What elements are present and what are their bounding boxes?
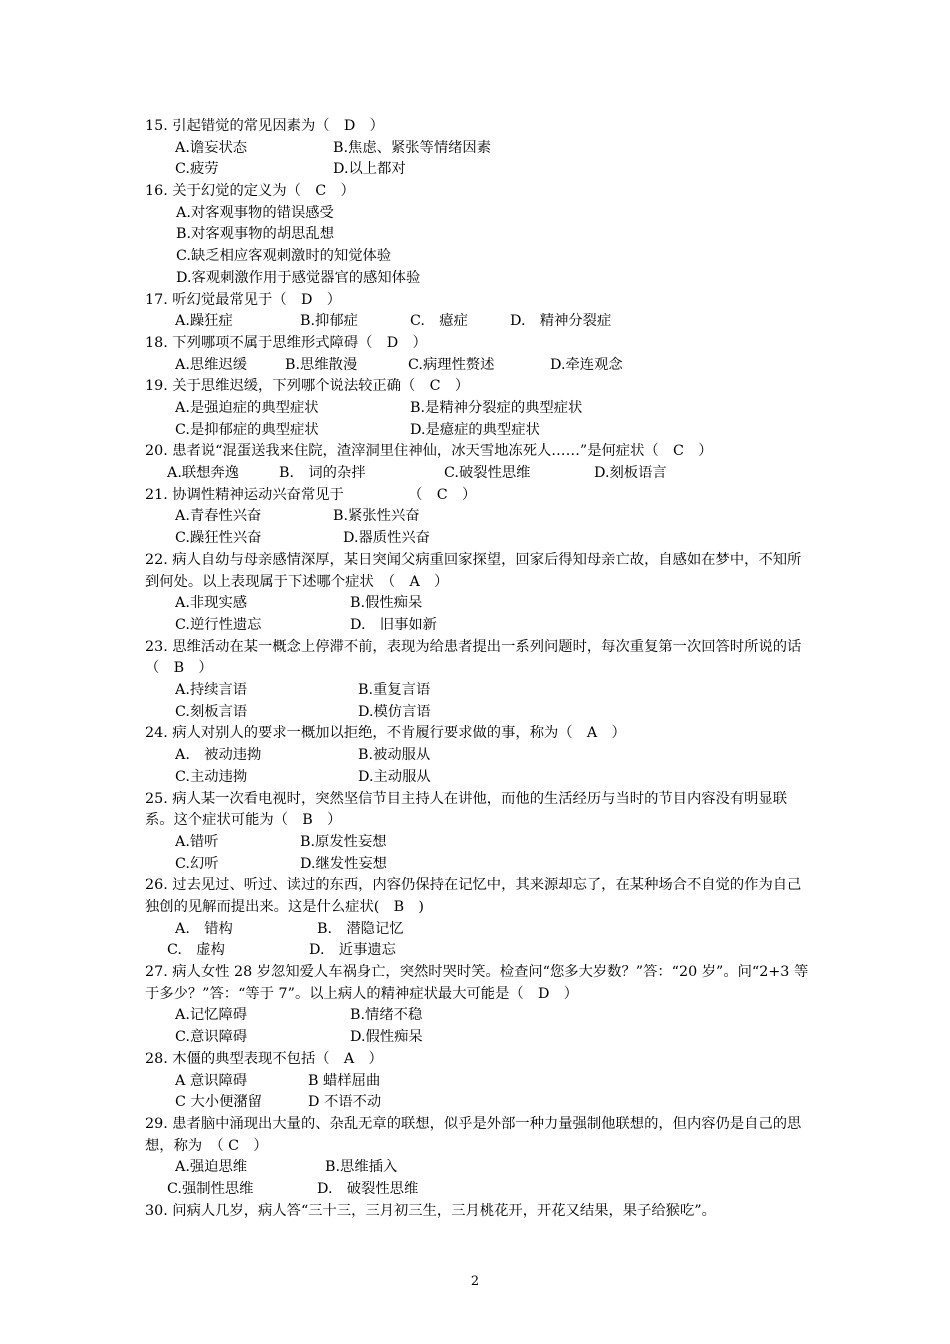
answer-option: B 蜡样屈曲 — [308, 1072, 381, 1089]
question-stem: 30. 问病人几岁，病人答“三十三，三月初三生，三月桃花开，开花又结果，果子给猴吃”。 — [145, 1202, 716, 1219]
answer-options — [145, 506, 810, 549]
answer-option: D. 旧事如新 — [350, 616, 437, 633]
answer-option: D.器质性兴奋 — [343, 530, 430, 547]
question-stem: 26. 过去见过、听过、读过的东西，内容仍保持在记忆中，其来源却忘了，在某种场合不自觉的作为自己独创的见解而提出来。这是什么症状( B ) — [145, 877, 802, 915]
option-row — [145, 246, 810, 268]
answer-option: D.主动服从 — [358, 768, 431, 785]
option-row — [145, 203, 810, 225]
option-row — [145, 680, 810, 702]
option-row — [145, 528, 810, 550]
answer-option: D.刻板语言 — [594, 465, 667, 482]
answer-options — [145, 745, 810, 788]
page-number: 2 — [470, 1274, 480, 1289]
option-row — [145, 420, 810, 442]
answer-option: C.逆行性遗忘 — [175, 616, 262, 633]
answer-option: C 大小便潴留 — [175, 1094, 262, 1111]
question-stem: 24. 病人对别人的要求一概加以拒绝，不肯履行要求做的事，称为（ A ） — [145, 725, 626, 742]
answer-option: C.刻板言语 — [175, 703, 248, 720]
question-item — [145, 333, 810, 376]
question-stem: 18. 下列哪项不属于思维形式障碍（ D ） — [145, 334, 427, 351]
question-item — [145, 723, 810, 788]
answer-options — [145, 593, 810, 636]
answer-options — [145, 832, 810, 875]
answer-option: C.躁狂性兴奋 — [175, 530, 262, 547]
answer-option: A 意识障碍 — [175, 1072, 248, 1089]
answer-option: D.是癔症的典型症状 — [410, 421, 540, 438]
answer-option: A.联想奔逸 — [167, 465, 240, 482]
answer-options — [145, 398, 810, 441]
question-stem: 16. 关于幻觉的定义为（ C ） — [145, 183, 355, 200]
question-stem: 21. 协调性精神运动兴奋常见于 （ C ） — [145, 486, 477, 503]
question-stem: 27. 病人女性 28 岁忽知爱人车祸身亡，突然时哭时笑。检查问“您多大岁数？”答：“20 岁”。问“2+3 等于多少？”答：“等于 7”。以上病人的精神症状最大可能是（ D ） — [145, 964, 809, 1002]
answer-option: C.破裂性思维 — [444, 465, 531, 482]
answer-option: B.原发性妄想 — [300, 833, 387, 850]
answer-option: C.主动违拗 — [175, 768, 248, 785]
option-row — [145, 745, 810, 767]
question-stem: 20. 患者说“混蛋送我来住院，渣滓洞里住神仙，冰天雪地冻死人……”是何症状（ C ） — [145, 443, 713, 460]
option-row — [145, 767, 810, 789]
answer-option: C. 癔症 — [410, 313, 468, 330]
answer-option: A.对客观事物的错误感受 — [176, 204, 334, 221]
answer-option: A.青春性兴奋 — [175, 508, 262, 525]
answer-option: A.持续言语 — [175, 682, 248, 699]
question-stem: 28. 木僵的典型表现不包括（ A ） — [145, 1050, 383, 1067]
answer-option: D 不语不动 — [308, 1094, 382, 1111]
question-item — [145, 789, 810, 876]
option-row — [145, 224, 810, 246]
answer-options — [145, 1071, 810, 1114]
answer-option: D.假性痴呆 — [350, 1029, 423, 1046]
answer-option: D.以上都对 — [333, 161, 406, 178]
answer-option: C.意识障碍 — [175, 1029, 248, 1046]
answer-option: D.继发性妄想 — [300, 855, 387, 872]
answer-option: A.非现实感 — [175, 595, 248, 612]
answer-option: A. 被动违拗 — [175, 747, 262, 764]
option-row — [145, 506, 810, 528]
option-row — [145, 1027, 810, 1049]
answer-option: A.谵妄状态 — [175, 139, 248, 156]
answer-option: C.病理性赘述 — [408, 356, 495, 373]
answer-option: B.思维插入 — [325, 1159, 398, 1176]
answer-option: B. 潜隐记忆 — [317, 920, 404, 937]
question-stem: 25. 病人某一次看电视时，突然坚信节目主持人在讲他，而他的生活经历与当时的节目内容没有明显联系。这个症状可能为（ B ） — [145, 790, 788, 829]
answer-option: A. 错构 — [175, 920, 233, 937]
question-item — [145, 962, 810, 1049]
question-item — [145, 181, 810, 289]
option-row — [145, 159, 810, 181]
answer-option: D.客观刺激作用于感觉器官的感知体验 — [176, 269, 421, 286]
option-row — [145, 355, 810, 377]
question-item — [145, 550, 810, 637]
answer-option: B.重复言语 — [358, 682, 431, 699]
question-list — [145, 116, 810, 1222]
option-row — [145, 1179, 810, 1201]
answer-option: D. 近事遗忘 — [309, 942, 396, 959]
option-row — [145, 1071, 810, 1093]
question-item — [145, 637, 810, 724]
answer-option: B. 词的杂拌 — [279, 465, 366, 482]
question-item — [145, 485, 810, 550]
option-row — [145, 1092, 810, 1114]
question-stem: 22. 病人自幼与母亲感情深厚，某日突闻父病重回家探望，回家后得知母亲亡故，自感如在梦中，不知所到何处。以上表现属于下述哪个症状 （ A ） — [145, 551, 802, 590]
answer-option: C.是抑郁症的典型症状 — [175, 421, 319, 438]
answer-options — [145, 1157, 810, 1200]
answer-option: B.焦虑、紧张等情绪因素 — [333, 139, 492, 156]
answer-option: C.强制性思维 — [167, 1181, 254, 1198]
question-item — [145, 1049, 810, 1114]
option-row — [145, 919, 810, 941]
answer-option: A.记忆障碍 — [175, 1007, 248, 1024]
option-row — [145, 854, 810, 876]
answer-option: C. 虚构 — [167, 942, 225, 959]
answer-options — [145, 919, 810, 962]
option-row — [145, 463, 810, 485]
option-row — [145, 702, 810, 724]
answer-options — [145, 1005, 810, 1048]
answer-option: D. 精神分裂症 — [510, 313, 612, 330]
answer-option: B.紧张性兴奋 — [333, 508, 420, 525]
option-row — [145, 832, 810, 854]
answer-option: B.情绪不稳 — [350, 1007, 423, 1024]
question-stem: 17. 听幻觉最常见于（ D ） — [145, 291, 342, 308]
answer-option: A.躁狂症 — [175, 313, 233, 330]
question-item — [145, 376, 810, 441]
answer-option: A.是强迫症的典型症状 — [175, 400, 319, 417]
answer-options — [145, 203, 810, 290]
option-row — [145, 1157, 810, 1179]
answer-option: A.思维迟缓 — [175, 356, 248, 373]
option-row — [145, 398, 810, 420]
question-item — [145, 441, 810, 484]
answer-options — [145, 138, 810, 181]
question-stem: 29. 患者脑中涌现出大量的、杂乱无章的联想，似乎是外部一种力量强制他联想的，但内容仍是自己的思想，称为 （ C ） — [145, 1115, 802, 1154]
question-stem: 19. 关于思维迟缓，下列哪个说法较正确（ C ） — [145, 378, 470, 395]
answer-option: B.被动服从 — [358, 747, 431, 764]
question-item — [145, 116, 810, 181]
answer-option: C.疲劳 — [175, 161, 219, 178]
answer-option: B.抑郁症 — [300, 313, 358, 330]
option-row — [145, 1005, 810, 1027]
answer-option: B.思维散漫 — [285, 356, 358, 373]
question-item — [145, 1201, 810, 1223]
question-stem: 23. 思维活动在某一概念上停滞不前，表现为给患者提出一系列问题时，每次重复第一次回答时所说的话（ B ） — [145, 638, 802, 677]
answer-option: A.强迫思维 — [175, 1159, 248, 1176]
answer-option: D. 破裂性思维 — [317, 1181, 419, 1198]
answer-option: A.错听 — [175, 833, 219, 850]
question-item — [145, 1114, 810, 1201]
option-row — [145, 311, 810, 333]
answer-options — [145, 680, 810, 723]
option-row — [145, 615, 810, 637]
answer-options — [145, 355, 810, 377]
answer-options — [145, 463, 810, 485]
option-row — [145, 940, 810, 962]
answer-option: C.缺乏相应客观刺激时的知觉体验 — [176, 248, 392, 265]
option-row — [145, 268, 810, 290]
answer-option: D.模仿言语 — [358, 703, 431, 720]
answer-option: B.对客观事物的胡思乱想 — [176, 226, 335, 243]
answer-option: B.是精神分裂症的典型症状 — [410, 400, 583, 417]
option-row — [145, 138, 810, 160]
question-item — [145, 290, 810, 333]
question-stem: 15. 引起错觉的常见因素为（ D ） — [145, 118, 384, 134]
option-row — [145, 593, 810, 615]
answer-option: B.假性痴呆 — [350, 595, 423, 612]
answer-option: C.幻听 — [175, 855, 219, 872]
answer-option: D.牵连观念 — [550, 356, 623, 373]
question-item — [145, 875, 810, 962]
answer-options — [145, 311, 810, 333]
